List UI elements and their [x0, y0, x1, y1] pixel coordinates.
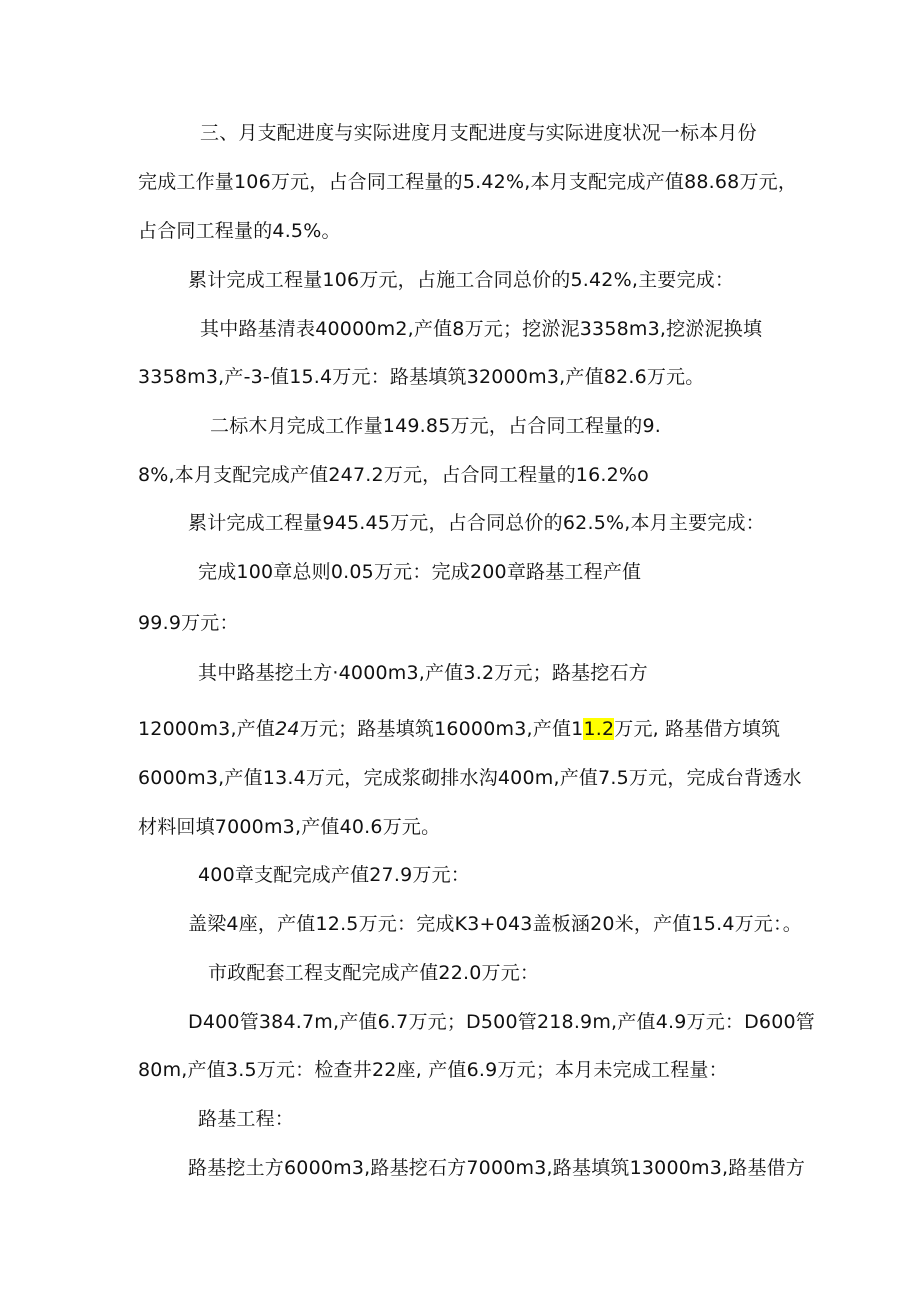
paragraph-line-21: 路基工程： [198, 1108, 295, 1130]
paragraph-line-6: 3358m3,产-3-值15.4万元：路基填筑32000m3,产值82.6万元。 [138, 366, 705, 388]
line-13-part-a: 12000m3,产值 [138, 718, 276, 740]
paragraph-line-5: 其中路基清表40000m2,产值8万元；挖淤泥3358m3,挖淤泥换填 [200, 318, 763, 340]
paragraph-line-1: 三、月支配进度与实际进度月支配进度与实际进度状况一标本月份 [200, 122, 757, 144]
highlighted-value: 1.2 [583, 718, 615, 740]
italic-value: 24 [275, 718, 300, 740]
paragraph-line-9: 累计完成工程量945.45万元，占合同总价的62.5%,本月主要完成： [188, 512, 765, 534]
paragraph-line-16: 400章支配完成产值27.9万元： [198, 864, 470, 886]
paragraph-line-20: 80m,产值3.5万元：检查井22座, 产值6.9万元；本月未完成工程量： [138, 1059, 728, 1081]
paragraph-line-4: 累计完成工程量106万元，占施工合同总价的5.42%,主要完成： [188, 269, 735, 291]
paragraph-line-14: 6000m3,产值13.4万元，完成浆砌排水沟400m,产值7.5万元，完成台背透水 [138, 767, 802, 789]
paragraph-line-11: 99.9万元： [138, 612, 239, 634]
paragraph-line-17: 盖梁4座，产值12.5万元：完成K3+043盖板涵20米，产值15.4万元：。 [188, 913, 802, 935]
paragraph-line-18: 市政配套工程支配完成产值22.0万元： [208, 962, 540, 984]
line-13-part-e: 万元, 路基借方填筑 [614, 718, 781, 740]
paragraph-line-3: 占合同工程量的4.5%。 [138, 220, 341, 242]
paragraph-line-19: D400管384.7m,产值6.7万元；D500管218.9m,产值4.9万元：D600管 [188, 1011, 816, 1033]
paragraph-line-7: 二标木月完成工作量149.85万元，占合同工程量的9. [210, 415, 662, 437]
paragraph-line-15: 材料回填7000m3,产值40.6万元。 [138, 816, 441, 838]
paragraph-line-10: 完成100章总则0.05万元：完成200章路基工程产值 [198, 561, 642, 583]
paragraph-line-12: 其中路基挖土方·4000m3,产值3.2万元；路基挖石方 [198, 662, 648, 684]
paragraph-line-13 [138, 716, 780, 742]
line-13-part-c: 万元；路基填筑16000m3,产值1 [299, 718, 584, 740]
paragraph-line-8: 8%,本月支配完成产值247.2万元，占合同工程量的16.2%o [138, 464, 649, 486]
paragraph-line-22: 路基挖土方6000m3,路基挖石方7000m3,路基填筑13000m3,路基借方 [188, 1157, 806, 1179]
paragraph-line-2: 完成工作量106万元，占合同工程量的5.42%,本月支配完成产值88.68万元， [138, 171, 798, 193]
